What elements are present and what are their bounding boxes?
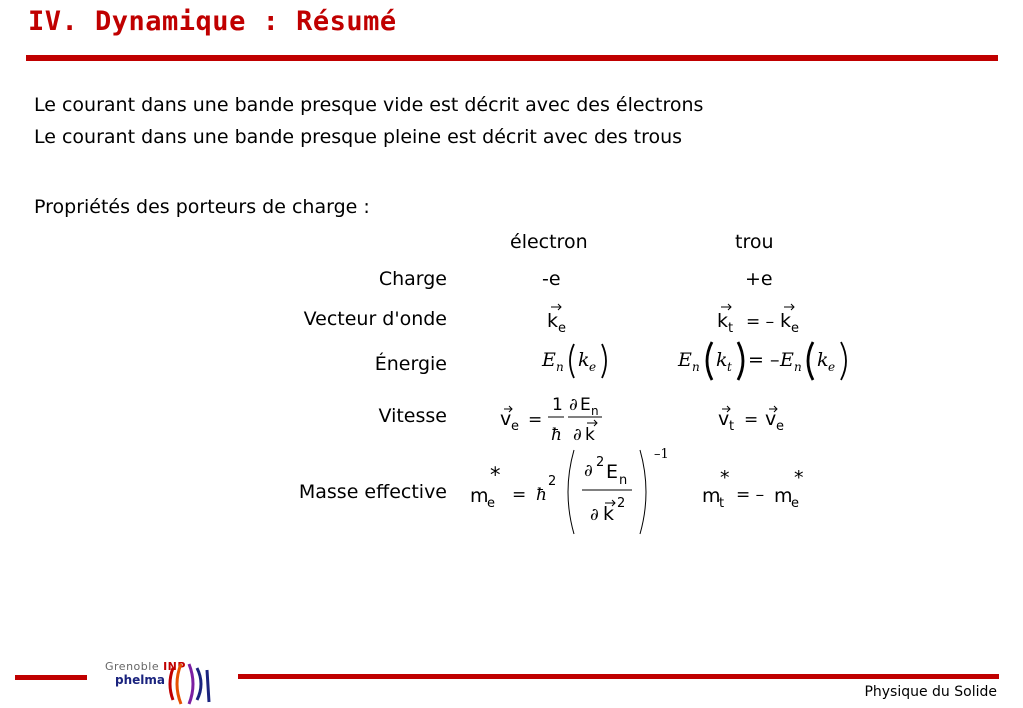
logo-inp-text: INP bbox=[163, 660, 186, 673]
energy-electron-formula bbox=[540, 336, 620, 386]
footer-divider-left bbox=[15, 675, 87, 680]
properties-heading: Propriétés des porteurs de charge : bbox=[34, 196, 370, 218]
effective-mass-electron-formula bbox=[466, 440, 686, 540]
svg-text:e: e bbox=[487, 496, 495, 511]
svg-text:∂: ∂ bbox=[573, 425, 582, 445]
svg-text:= –: = – bbox=[736, 485, 765, 505]
footer-course-name: Physique du Solide bbox=[864, 684, 997, 700]
svg-text:E: E bbox=[606, 461, 619, 483]
footer-divider-right bbox=[238, 674, 999, 679]
grenoble-inp-phelma-logo bbox=[105, 660, 215, 706]
svg-text:n: n bbox=[692, 360, 700, 374]
svg-text:m: m bbox=[774, 485, 793, 507]
svg-text:= –: = – bbox=[746, 312, 775, 332]
svg-text:= –: = – bbox=[748, 349, 780, 371]
svg-text:=: = bbox=[528, 410, 543, 430]
svg-text:k: k bbox=[817, 349, 829, 371]
svg-text:v: v bbox=[718, 408, 730, 430]
svg-text:E: E bbox=[678, 349, 692, 371]
svg-text:E: E bbox=[580, 395, 591, 415]
svg-text:k: k bbox=[578, 349, 590, 371]
charge-trou: +e bbox=[745, 268, 773, 290]
row-label-vecteur-onde: Vecteur d'onde bbox=[303, 308, 447, 330]
svg-text:e: e bbox=[791, 321, 799, 336]
svg-text:k: k bbox=[603, 503, 615, 525]
wave-vector-trou-formula bbox=[714, 300, 814, 336]
svg-text:–1: –1 bbox=[654, 447, 669, 462]
svg-text:∂: ∂ bbox=[584, 461, 593, 481]
svg-text:e: e bbox=[791, 496, 799, 511]
row-label-charge: Charge bbox=[378, 268, 447, 290]
svg-text:n: n bbox=[619, 473, 628, 488]
svg-text:t: t bbox=[728, 321, 734, 336]
svg-text:*: * bbox=[720, 467, 730, 489]
column-header-trou: trou bbox=[735, 231, 774, 253]
svg-text:n: n bbox=[794, 360, 802, 374]
velocity-electron-formula bbox=[496, 388, 616, 448]
slide-title: IV. Dynamique : Résumé bbox=[28, 6, 397, 37]
svg-text:k: k bbox=[585, 425, 595, 445]
svg-text:∂: ∂ bbox=[569, 395, 578, 415]
svg-text:e: e bbox=[828, 360, 836, 374]
logo-grenoble-text: Grenoble bbox=[105, 660, 160, 673]
svg-text:*: * bbox=[490, 463, 501, 487]
svg-text:n: n bbox=[556, 360, 564, 374]
svg-text:2: 2 bbox=[596, 455, 605, 470]
svg-text:v: v bbox=[500, 408, 512, 430]
charge-electron: -e bbox=[542, 268, 561, 290]
svg-text:2: 2 bbox=[617, 496, 626, 511]
svg-text:t: t bbox=[719, 496, 725, 511]
intro-line-2: Le courant dans une bande presque pleine est décrit avec des trous bbox=[34, 126, 683, 148]
svg-text:2: 2 bbox=[548, 474, 557, 489]
intro-line-1: Le courant dans une bande presque vide est décrit avec des électrons bbox=[34, 94, 704, 116]
svg-text:k: k bbox=[547, 310, 559, 332]
title-divider bbox=[26, 55, 998, 61]
svg-text:k: k bbox=[717, 310, 729, 332]
svg-text:e: e bbox=[776, 419, 784, 434]
svg-text:t: t bbox=[729, 419, 735, 434]
svg-text:ħ: ħ bbox=[551, 425, 562, 445]
svg-text:e: e bbox=[589, 360, 597, 374]
svg-text:1: 1 bbox=[552, 395, 563, 415]
effective-mass-trou-formula bbox=[700, 462, 820, 522]
logo-arcs-icon bbox=[165, 660, 215, 706]
logo-phelma-text: phelma bbox=[115, 673, 165, 687]
svg-text:k: k bbox=[780, 310, 792, 332]
wave-vector-electron-formula bbox=[540, 300, 580, 336]
svg-text:m: m bbox=[702, 485, 721, 507]
svg-text:k: k bbox=[716, 349, 728, 371]
svg-text:=: = bbox=[744, 410, 759, 430]
svg-text:e: e bbox=[511, 419, 519, 434]
svg-text:m: m bbox=[470, 485, 489, 507]
row-label-energie: Énergie bbox=[374, 353, 447, 375]
row-label-vitesse: Vitesse bbox=[378, 405, 447, 427]
velocity-trou-formula bbox=[716, 388, 816, 448]
energy-trou-formula bbox=[676, 336, 856, 386]
column-header-electron: électron bbox=[510, 231, 588, 253]
svg-text:E: E bbox=[542, 349, 556, 371]
row-label-masse-effective: Masse effective bbox=[298, 481, 447, 503]
svg-text:n: n bbox=[591, 404, 599, 418]
svg-text:∂: ∂ bbox=[590, 505, 599, 525]
svg-text:*: * bbox=[794, 467, 804, 489]
svg-text:ħ: ħ bbox=[536, 485, 547, 505]
svg-text:E: E bbox=[780, 349, 794, 371]
svg-text:=: = bbox=[512, 485, 527, 505]
svg-text:t: t bbox=[727, 360, 732, 374]
svg-text:e: e bbox=[558, 321, 566, 336]
svg-text:v: v bbox=[765, 408, 777, 430]
